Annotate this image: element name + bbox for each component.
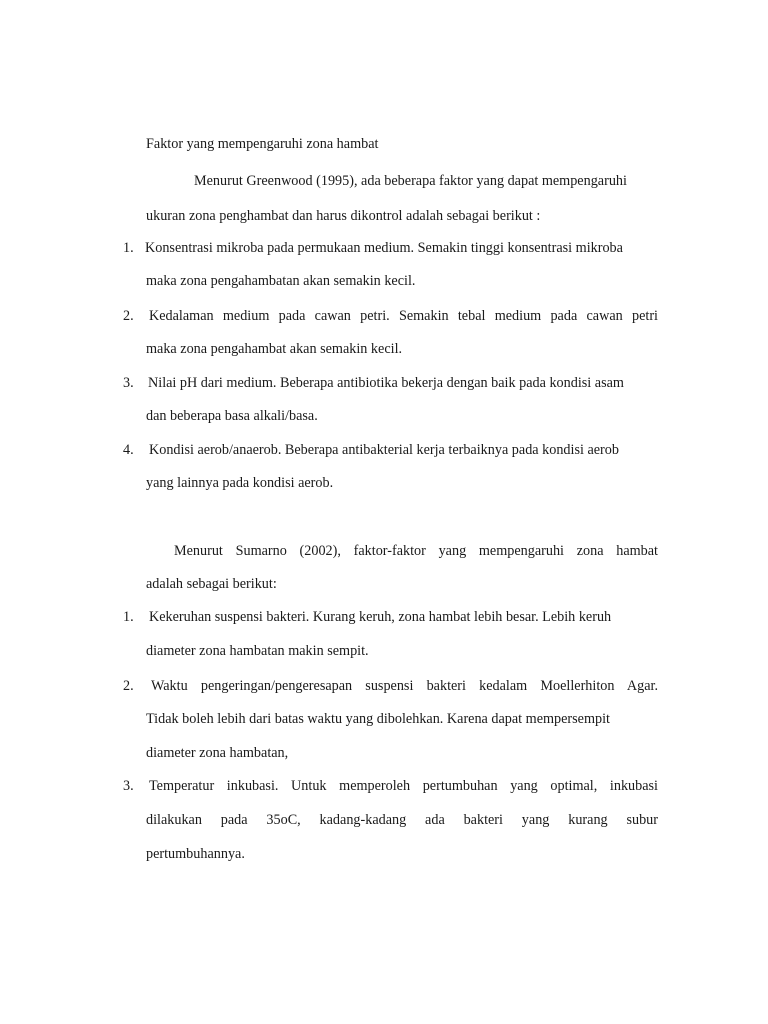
section2-item1-number: 1. — [123, 609, 134, 625]
section2-item2-line2: Tidak boleh lebih dari batas waktu yang dibolehkan. Karena dapat mempersempit — [146, 711, 610, 727]
section1-item3-number: 3. — [123, 375, 134, 391]
section1-item1-line1: Konsentrasi mikroba pada permukaan medium. Semakin tinggi konsentrasi mikroba — [145, 240, 623, 256]
section1-item4-line2: yang lainnya pada kondisi aerob. — [146, 475, 334, 491]
section1-item1-line2: maka zona pengahambatan akan semakin kecil. — [146, 273, 416, 289]
section2-item2-number: 2. — [123, 678, 134, 694]
section1-item4-number: 4. — [123, 442, 134, 458]
section2-intro-line2: adalah sebagai berikut: — [146, 576, 277, 592]
section2-item3-line2: dilakukan pada 35oC, kadang-kadang ada bakteri yang kurang subur — [146, 812, 658, 828]
section2-item2-line3: diameter zona hambatan, — [146, 745, 289, 761]
section1-item3-line2: dan beberapa basa alkali/basa. — [146, 408, 318, 424]
section1-intro-line1: Menurut Greenwood (1995), ada beberapa faktor yang dapat mempengaruhi — [194, 173, 627, 189]
section1-item2-line1: Kedalaman medium pada cawan petri. Semakin tebal medium pada cawan petri — [149, 308, 658, 324]
section1-item3-line1: Nilai pH dari medium. Beberapa antibiotika bekerja dengan baik pada kondisi asam — [148, 375, 624, 391]
section2-item3-line1: Temperatur inkubasi. Untuk memperoleh pertumbuhan yang optimal, inkubasi — [149, 778, 658, 794]
heading: Faktor yang mempengaruhi zona hambat — [146, 136, 379, 152]
section2-item3-line3: pertumbuhannya. — [146, 846, 245, 862]
section2-item1-line1: Kekeruhan suspensi bakteri. Kurang keruh, zona hambat lebih besar. Lebih keruh — [149, 609, 612, 625]
section2-item3-number: 3. — [123, 778, 134, 794]
section1-item2-number: 2. — [123, 308, 134, 324]
section2-item1-line2: diameter zona hambatan makin sempit. — [146, 643, 369, 659]
section2-intro-line1: Menurut Sumarno (2002), faktor-faktor yang mempengaruhi zona hambat — [174, 543, 658, 559]
section1-item2-line2: maka zona pengahambat akan semakin kecil. — [146, 341, 403, 357]
section1-item4-line1: Kondisi aerob/anaerob. Beberapa antibakterial kerja terbaiknya pada kondisi aerob — [149, 442, 619, 458]
section1-item1-number: 1. — [123, 240, 134, 256]
section2-item2-line1: Waktu pengeringan/pengeresapan suspensi bakteri kedalam Moellerhiton Agar. — [151, 678, 658, 694]
section1-intro-line2: ukuran zona penghambat dan harus dikontrol adalah sebagai berikut : — [146, 208, 541, 224]
